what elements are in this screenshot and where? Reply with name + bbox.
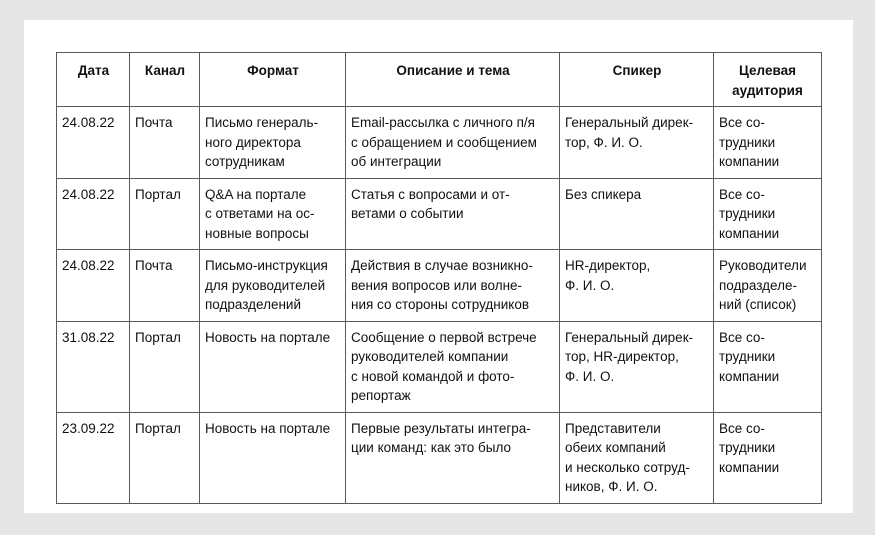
cell-format: Новость на портале — [200, 412, 346, 503]
cell-date: 24.08.22 — [57, 250, 130, 322]
cell-audience: Все со- трудники компании — [714, 412, 822, 503]
cell-date: 23.09.22 — [57, 412, 130, 503]
table-row — [57, 250, 822, 322]
cell-date: 24.08.22 — [57, 178, 130, 250]
cell-speaker: Генеральный дирек- тор, Ф. И. О. — [560, 107, 714, 179]
cell-format: Q&A на портале с ответами на ос- новные вопросы — [200, 178, 346, 250]
cell-description: Действия в случае возникно- вения вопросов или волне- ния со стороны сотрудников — [346, 250, 560, 322]
cell-speaker: Представители обеих компаний и несколько сотруд- ников, Ф. И. О. — [560, 412, 714, 503]
document-card — [24, 20, 853, 513]
cell-audience: Все со- трудники компании — [714, 107, 822, 179]
cell-format: Письмо-инструкция для руководителей подразделений — [200, 250, 346, 322]
cell-description: Email-рассылка с личного п/я с обращением и сообщением об интеграции — [346, 107, 560, 179]
header-speaker: Спикер — [560, 53, 714, 107]
table-row — [57, 107, 822, 179]
header-format: Формат — [200, 53, 346, 107]
cell-speaker: HR-директор, Ф. И. О. — [560, 250, 714, 322]
cell-date: 31.08.22 — [57, 321, 130, 412]
cell-channel: Портал — [130, 178, 200, 250]
cell-channel: Почта — [130, 107, 200, 179]
cell-channel: Почта — [130, 250, 200, 322]
cell-channel: Портал — [130, 412, 200, 503]
table-header-row — [57, 53, 822, 107]
header-channel: Канал — [130, 53, 200, 107]
header-description: Описание и тема — [346, 53, 560, 107]
cell-channel: Портал — [130, 321, 200, 412]
cell-date: 24.08.22 — [57, 107, 130, 179]
cell-description: Статья с вопросами и от- ветами о событии — [346, 178, 560, 250]
table-row — [57, 412, 822, 503]
communication-plan-table — [56, 52, 822, 504]
cell-description: Сообщение о первой встрече руководителей компании с новой командой и фото- репортаж — [346, 321, 560, 412]
cell-description: Первые результаты интегра- ции команд: как это было — [346, 412, 560, 503]
header-date: Дата — [57, 53, 130, 107]
cell-audience: Все со- трудники компании — [714, 178, 822, 250]
cell-format: Письмо генераль- ного директора сотрудникам — [200, 107, 346, 179]
table-row — [57, 178, 822, 250]
table-row — [57, 321, 822, 412]
cell-audience: Руководители подразделе- ний (список) — [714, 250, 822, 322]
header-audience: Целевая аудитория — [714, 53, 822, 107]
cell-speaker: Без спикера — [560, 178, 714, 250]
cell-format: Новость на портале — [200, 321, 346, 412]
cell-audience: Все со- трудники компании — [714, 321, 822, 412]
cell-speaker: Генеральный дирек- тор, HR-директор, Ф. И. О. — [560, 321, 714, 412]
